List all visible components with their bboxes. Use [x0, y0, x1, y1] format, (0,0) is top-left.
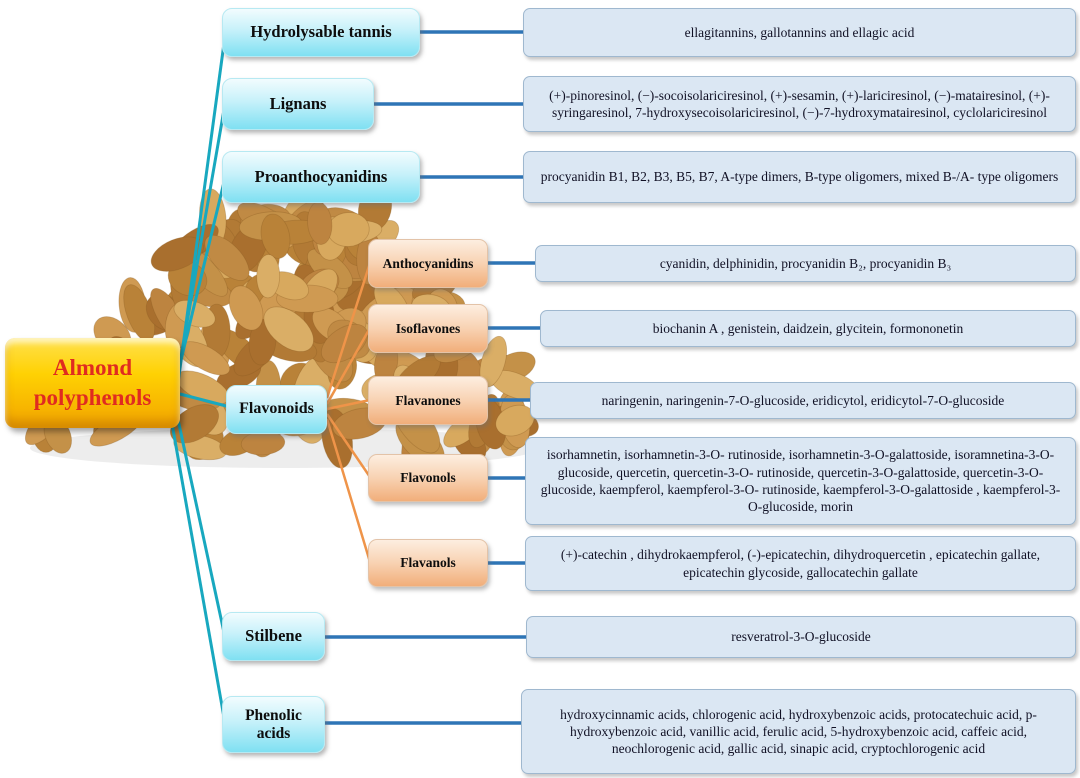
subclass-label: Flavanones	[395, 392, 461, 408]
category-node-hydrolysable-tannins	[222, 8, 420, 57]
compound-box-hydrolysable-tannins	[523, 8, 1076, 57]
category-node-phenolic-acids	[222, 696, 325, 753]
compound-box-stilbene	[526, 616, 1076, 658]
almond-shape	[256, 254, 280, 298]
compound-text: hydroxycinnamic acids, chlorogenic acid, hydroxybenzoic acids, protocatechuic acid, p-hydroxybenzoic acid, vanillic acid, ferulic acid, 5-hydroxybenzoic acid, caffeic acid, neochlorogenic acid, gallic acid, sinapic acid, cryptochlorogenic acid	[560, 706, 1037, 757]
compound-text: (+)-pinoresinol, (−)-socoisolariciresinol, (+)-sesamin, (+)-lariciresinol, (−)-matairesinol, (+)- syringaresinol, 7-hydroxysecoisolariciresinol, (−)-7-hydroxymatairesinol, cyclolariciresinol	[549, 87, 1050, 120]
category-label: Lignans	[269, 93, 327, 113]
compound-box-flavanols	[525, 536, 1076, 591]
compound-text: resveratrol-3-O-glucoside	[731, 629, 871, 645]
category-label: Stilbene	[245, 626, 302, 646]
compound-text: ellagitannins, gallotannins and ellagic acid	[684, 24, 915, 40]
subclass-node-isoflavones	[368, 304, 488, 353]
compound-text: cyanidin, delphinidin, procyanidin B₂, procyanidin B₃	[659, 255, 952, 271]
compound-text: (+)-catechin , dihydrokaempferol, (-)-epicatechin, dihydroquercetin , epicatechin gallate, epicatechin glycoside, gallocatechin gallate	[560, 547, 1041, 580]
root-label: Almond polyphenols	[33, 355, 152, 410]
category-node-proanthocyanidins	[222, 151, 420, 203]
subclass-label: Flavanols	[400, 555, 456, 570]
subclass-label: Anthocyanidins	[382, 255, 474, 271]
compound-text: naringenin, naringenin-7-O-glucoside, eridicytol, eridicytol-7-O-glucoside	[601, 392, 1005, 408]
subclass-node-flavanols	[368, 539, 488, 587]
compound-text: procyanidin B1, B2, B3, B5, B7, A-type dimers, B-type oligomers, mixed B-/A- type oligomers	[540, 169, 1059, 185]
subclass-node-flavanones	[368, 376, 488, 425]
subclass-node-anthocyanidins	[368, 239, 488, 288]
compound-box-flavanones	[530, 382, 1076, 419]
root-node-almond-polyphenols	[5, 338, 180, 428]
compound-text: isorhamnetin, isorhamnetin-3-O- rutinoside, isorhamnetin-3-O-galattoside, isoramnetina-3-O-glucoside, quercetin, quercetin-3-O- rutinoside, quercetin-3-O-galattoside, quercetin-3-O-glucoside, kaempferol, kaempferol-3-O- rutinoside, kaempferol-3-O-galattoside , kaempferol-3-O-glucoside, morin	[540, 447, 1061, 515]
category-node-lignans	[222, 78, 374, 130]
subclass-node-flavonols	[368, 454, 488, 502]
compound-text: biochanin A , genistein, daidzein, glycitein, formononetin	[652, 320, 964, 336]
subclass-label: Isoflavones	[395, 320, 461, 336]
compound-box-lignans	[523, 76, 1076, 132]
category-label: Phenolic acids	[245, 706, 302, 742]
compound-box-phenolic-acids	[521, 689, 1076, 774]
category-label: Hydrolysable tannis	[250, 22, 392, 42]
compound-box-proanthocyanidins	[523, 151, 1076, 203]
category-node-stilbene	[222, 612, 325, 661]
subclass-label: Flavonols	[400, 470, 456, 485]
compound-box-flavonols	[525, 437, 1076, 525]
category-node-flavonoids	[226, 385, 327, 434]
compound-box-anthocyanidins	[535, 245, 1076, 282]
category-label: Flavonoids	[239, 400, 314, 418]
compound-box-isoflavones	[540, 310, 1076, 347]
category-label: Proanthocyanidins	[254, 166, 388, 186]
